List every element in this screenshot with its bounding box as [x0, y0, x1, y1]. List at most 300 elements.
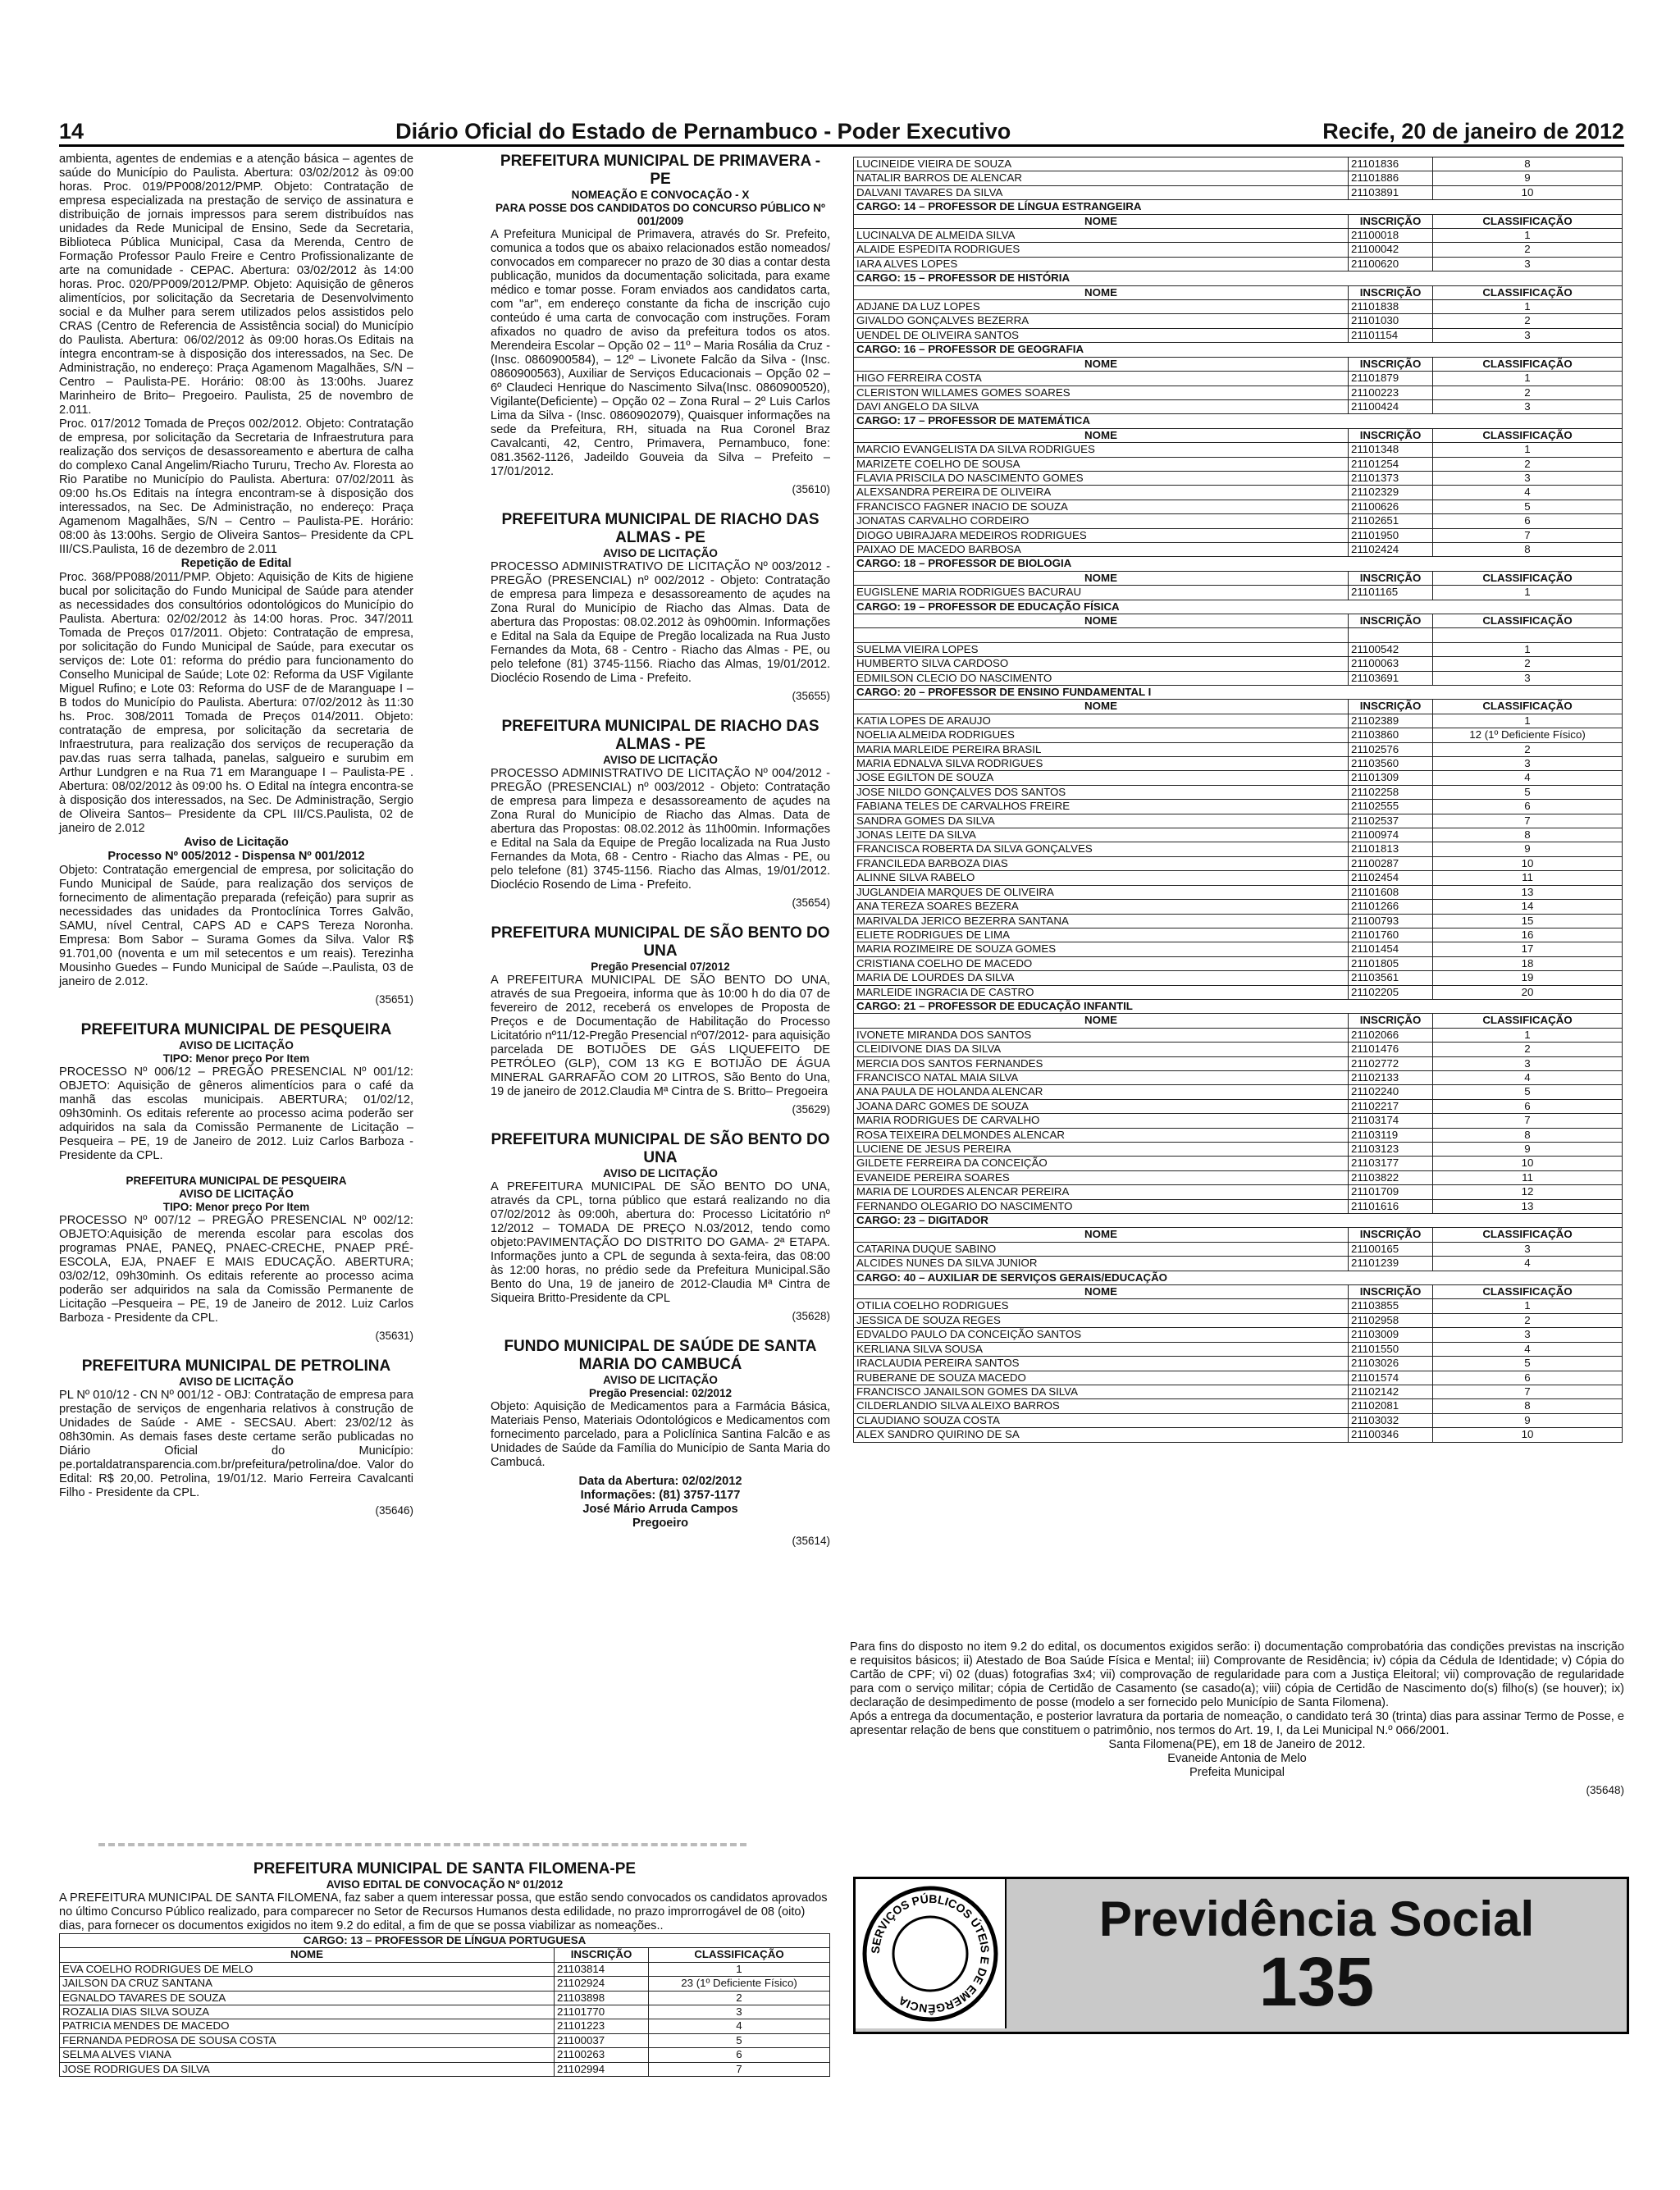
column-header: NOME	[854, 614, 1349, 628]
column-header: NOME	[854, 214, 1349, 228]
registration-number: 21101239	[1349, 1257, 1433, 1271]
candidate-name: IRACLAUDIA PEREIRA SANTOS	[854, 1357, 1349, 1371]
table-row	[854, 842, 1623, 856]
cargo-row	[854, 1214, 1623, 1228]
candidate-name	[854, 628, 1349, 642]
section-title: PREFEITURA MUNICIPAL DE SANTA FILOMENA-PE	[253, 1860, 637, 1877]
classification: 6	[649, 2048, 830, 2062]
registration-number: 21103898	[555, 1991, 649, 2005]
classification: 2	[1433, 1043, 1623, 1056]
section-title: PREFEITURA MUNICIPAL DE PRIMAVERA - PE	[500, 153, 821, 188]
registration-number: 21101616	[1349, 1199, 1433, 1213]
candidate-name: ADJANE DA LUZ LOPES	[854, 300, 1349, 314]
classification: 4	[1433, 1070, 1623, 1084]
table-row	[854, 856, 1623, 870]
candidate-name: MARLEIDE INGRACIA DE CASTRO	[854, 985, 1349, 999]
column-header: INSCRIÇÃO	[1349, 428, 1433, 442]
registration-number: 21101805	[1349, 956, 1433, 970]
classification: 1	[1433, 300, 1623, 314]
classification: 6	[1433, 1371, 1623, 1385]
subheading: Processo Nº 005/2012 - Dispensa Nº 001/2012	[107, 850, 365, 863]
table-row	[60, 2062, 830, 2076]
notice-code: (35655)	[792, 690, 830, 702]
classification: 13	[1433, 1199, 1623, 1213]
column-header: NOME	[854, 428, 1349, 442]
candidate-name: JOSE EGILTON DE SOUZA	[854, 771, 1349, 785]
section-subtitle: AVISO DE LICITAÇÃO	[603, 547, 718, 559]
table-row	[854, 1385, 1623, 1398]
table-row	[854, 1056, 1623, 1070]
previdencia-label	[1007, 1879, 1627, 2032]
opening-date: Data da Abertura: 02/02/2012	[578, 1475, 742, 1488]
column-header: INSCRIÇÃO	[1349, 571, 1433, 585]
registration-number	[1349, 628, 1433, 642]
candidate-name: DAVI ANGELO DA SILVA	[854, 399, 1349, 413]
paragraph: Objeto: Contratação emergencial de empresa, por solicitação do Fundo Municipal de Saúde, para realização dos serviços de fornecimento de alimentação preparada (refeição) para suprir as necessidades das unidades da Prontoclínica Torres Galvão, SAMU, nível Central, CAPS AD e CAPS Tereza Noronha. Empresa: Bom Sabor – Surama Gomes da Silva. Valor R$ 91.701,00 (noventa e um mil setecentos e um reais). Terezinha Mousinho Guedes – Fundo Municipal de Saúde –.Paulista, 03 de janeiro de 2.012.	[59, 864, 413, 988]
table-row	[854, 785, 1623, 799]
classification: 14	[1433, 900, 1623, 914]
classification: 1	[1433, 642, 1623, 656]
cargo-heading: CARGO: 15 – PROFESSOR DE HISTÓRIA	[854, 271, 1623, 285]
candidate-name: ALAIDE ESPEDITA RODRIGUES	[854, 243, 1349, 257]
candidate-name: LUCINEIDE VIEIRA DE SOUZA	[854, 157, 1349, 171]
candidate-name: FRANCISCA ROBERTA DA SILVA GONÇALVES	[854, 842, 1349, 856]
candidate-name: IVONETE MIRANDA DOS SANTOS	[854, 1028, 1349, 1042]
registration-number: 21101709	[1349, 1185, 1433, 1199]
classification: 2	[1433, 657, 1623, 671]
column-1	[59, 153, 413, 1532]
registration-number: 21101309	[1349, 771, 1433, 785]
paragraph: PROCESSO Nº 006/12 – PREGÃO PRESENCIAL Nº 001/12: OBJETO: Aquisição de gêneros alimentícios para o café da manhã das escolas municipais. ABERTURA; 01/02/12, 09h30minh. Os editais referente ao processo acima poderão ser adquiridos na sala da Comissão Permanente de Licitação –Pesqueira – PE, 19 de Janeiro de 2012. Luiz Carlos Barboza - Presidente da CPL.	[59, 1065, 413, 1162]
candidate-name: OTILIA COELHO RODRIGUES	[854, 1299, 1349, 1313]
page-header	[59, 113, 1624, 147]
paragraph: Para fins do disposto no item 9.2 do edital, os documentos exigidos serão: i) documentação comprobatória das condições previstas na inscrição e requisitos básicos; ii) Atestado de Boa Saúde Física e Mental; iii) Comprovante de Residência; iv) cópia da Cédula de Identidade; v) Cópia do Cartão de CPF; vi) 02 (duas) fotografias 3x4; vii) comprovação de regularidade para com a Justiça Eleitoral; vii) comprovação de regularidade para com o serviço militar; cópia de Certidão de Casamento (se casado(a); viii) cópia de Certidão de Nascimento do(s) filho(s) (se houver); ix) declaração de desimpedimento de posse (modelo a ser fornecido pelo Município de Santa Filomena).	[850, 1640, 1624, 1709]
paragraph: PL Nº 010/12 - CN Nº 001/12 - OBJ: Contratação de empresa para prestação de serviços de engenharia relativos à construção de Unidades de Saúde - AME - SECSAU. Abert: 23/02/12 às 08h30min. As demais fases deste certame serão publicadas no Diário Oficial do Município: pe.portaldatransparencia.com.br/prefeitura/petrolina/doe. Valor do Edital: R$ 20,00. Petrolina, 19/01/12. Mario Ferreira Cavalcanti Filho - Presidente da CPL.	[59, 1389, 413, 1499]
table-row	[854, 528, 1623, 542]
emergency-services-seal	[856, 1879, 1007, 2028]
candidate-name: EDMILSON CLECIO DO NASCIMENTO	[854, 671, 1349, 685]
candidate-name: ALEXSANDRA PEREIRA DE OLIVEIRA	[854, 486, 1349, 500]
registration-number: 21102258	[1349, 785, 1433, 799]
classification: 7	[649, 2062, 830, 2076]
candidate-name: JUGLANDEIA MARQUES DE OLIVEIRA	[854, 885, 1349, 899]
registration-number: 21100346	[1349, 1428, 1433, 1442]
registration-number: 21102994	[555, 2062, 649, 2076]
classification: 3	[1433, 471, 1623, 485]
registration-number: 21100620	[1349, 257, 1433, 271]
section-subtitle: Pregão Presencial: 02/2012	[588, 1387, 733, 1399]
table-row	[854, 257, 1623, 271]
table-row	[854, 1143, 1623, 1157]
cargo-heading: CARGO: 19 – PROFESSOR DE EDUCAÇÃO FÍSICA	[854, 600, 1623, 614]
classification: 3	[1433, 1056, 1623, 1070]
bottom-candidates-table	[59, 1933, 830, 2077]
section-subtitle: AVISO DE LICITAÇÃO	[603, 1167, 718, 1179]
cargo-heading: CARGO: 16 – PROFESSOR DE GEOGRAFIA	[854, 343, 1623, 357]
classification: 3	[1433, 1242, 1623, 1256]
column-header: NOME	[854, 357, 1349, 371]
column-header: NOME	[60, 1948, 555, 1962]
column-header: NOME	[854, 700, 1349, 714]
registration-number: 21103560	[1349, 757, 1433, 771]
classification: 9	[1433, 171, 1623, 185]
paragraph: PROCESSO ADMINISTRATIVO DE LICITAÇÃO Nº 003/2012 - PREGÃO (PRESENCIAL) nº 002/2012 - Objeto: Contratação de empresa para limpeza e desassoreamento de açudes na Zona Rural do Município de Riacho das Almas. Data de abertura das Propostas: 08.02.2012 às 09h00min. Informações e Edital na Sala da Equipe de Pregão localizada na Rua Justo Fernandes da Mota, 68 - Centro - Riacho das Almas - PE, ou pelo telefone (81) 3745-1156. Riacho das Almas, 19/01/2012. Dioclécio Rosendo de Lima - Prefeito.	[491, 560, 830, 685]
table-row	[854, 828, 1623, 842]
table-row	[60, 1977, 830, 1991]
classification: 1	[1433, 229, 1623, 243]
candidate-name: JOANA DARC GOMES DE SOUZA	[854, 1099, 1349, 1113]
candidate-name: CATARINA DUQUE SABINO	[854, 1242, 1349, 1256]
paragraph: A Prefeitura Municipal de Primavera, através do Sr. Prefeito, comunica a todos que os abaixo relacionados estão nomeados/ convocados em comparecer no prazo de 30 dias a contar desta publicação, munidos da documentação solicitada, para exame médico e tomar posse. Foram enviados aos candidatos carta, com "ar", em endereço constante da ficha de inscrição cujo conteúdo é uma carta de convocação com instruções. Foram afixados no quadro de aviso da prefeitura todos os atos. Merendeira Escolar – Opção 02 – 11º – Maria Rosália da Cruz - (Insc. 0860900584), – 12º – Livonete Falcão da Silva - (Insc. 0860900563), Auxiliar de Serviços Educacionais – Opção 02 – 6º Claudeci Henrique do Nascimento Silva(Insc. 0860900520), Vigilante(Deficiente) – Opção 02 – Zona Rural – 2º Luis Carlos Lima da Silva - (Insc. 0860902079), Quaisquer informações na sede da Prefeitura, RH, situada na Rua Coronel Braz Cavalcanti, 42, Centro, Primavera, Pernambuco, fone: 081.3562-1126, Jadeildo Gouveia da Silva – Prefeito – 17/01/2012.	[491, 228, 830, 478]
candidate-name: CILDERLANDIO SILVA ALEIXO BARROS	[854, 1399, 1349, 1413]
candidate-name: RUBERANE DE SOUZA MACEDO	[854, 1371, 1349, 1385]
table-row	[60, 1962, 830, 1976]
section-title: PREFEITURA MUNICIPAL DE SÃO BENTO DO UNA	[491, 924, 830, 960]
column-header: NOME	[854, 571, 1349, 585]
column-header: INSCRIÇÃO	[1349, 357, 1433, 371]
table-row	[854, 1299, 1623, 1313]
candidate-name: MARIA ROZIMEIRE DE SOUZA GOMES	[854, 942, 1349, 956]
table-row	[854, 399, 1623, 413]
classification: 3	[1433, 671, 1623, 685]
notice-code: (35610)	[792, 483, 830, 495]
section-subtitle: NOMEAÇÃO E CONVOCAÇÃO - X	[571, 189, 750, 201]
notice-code: (35651)	[375, 993, 413, 1006]
paragraph: A PREFEITURA MUNICIPAL DE SANTA FILOMENA, faz saber a quem interessar possa, que estão sendo convocados os candidatos aprovados no último Concurso Público realizado, para comparecer no Setor de Recursos Humanos desta edilidade, no prazo improrrogável de 08 (oito) dias, para fornecer os documentos exigidos no item 9.2 do edital, a fim de que se possa viabilizar as nomeações..	[59, 1891, 828, 1932]
registration-number: 21103174	[1349, 1114, 1433, 1128]
candidate-name: FRANCISCO NATAL MAIA SILVA	[854, 1070, 1349, 1084]
paragraph: PROCESSO ADMINISTRATIVO DE LICITAÇÃO Nº 004/2012 - PREGÃO (PRESENCIAL) nº 003/2012 - Objeto: Contratação de empresa para limpeza e desassoreamento de açudes na Zona Rural do Município de Riacho das Almas. Data de abertura das Propostas: 08.02.2012 às 11h00min. Informações e Edital na Sala da Equipe de Pregão localizada na Rua Justo Fernandes da Mota, 68 - Centro - Riacho das Almas - PE, ou pelo telefone (81) 3745-1156. Riacho das Almas, 19/01/2012. Dioclécio Rosendo de Lima - Prefeito.	[491, 767, 830, 892]
candidate-name: MARIZETE COELHO DE SOUSA	[854, 457, 1349, 471]
candidate-name: ALINNE SILVA RABELO	[854, 871, 1349, 885]
header-row	[854, 285, 1623, 299]
requirements-text	[850, 1640, 1624, 1812]
column-header: CLASSIFICAÇÃO	[1433, 700, 1623, 714]
cargo-row	[854, 686, 1623, 700]
table-row	[854, 642, 1623, 656]
candidate-name: FABIANA TELES DE CARVALHOS FREIRE	[854, 800, 1349, 814]
column-header: CLASSIFICAÇÃO	[1433, 357, 1623, 371]
table-row	[854, 328, 1623, 342]
candidate-name: ANA PAULA DE HOLANDA ALENCAR	[854, 1085, 1349, 1099]
section-title: PREFEITURA MUNICIPAL DE RIACHO DAS ALMAS - PE	[501, 718, 819, 753]
table-row	[854, 800, 1623, 814]
table-row	[854, 1043, 1623, 1056]
candidate-name: JAILSON DA CRUZ SANTANA	[60, 1977, 555, 1991]
cargo-row	[854, 271, 1623, 285]
candidate-name: NATALIR BARROS DE ALENCAR	[854, 171, 1349, 185]
candidate-name: JOSE RODRIGUES DA SILVA	[60, 2062, 555, 2076]
candidate-name: UENDEL DE OLIVEIRA SANTOS	[854, 328, 1349, 342]
table-row	[60, 2033, 830, 2047]
table-row	[854, 1070, 1623, 1084]
classification: 19	[1433, 971, 1623, 985]
candidate-name: NOELIA ALMEIDA RODRIGUES	[854, 728, 1349, 742]
newspaper-title: Diário Oficial do Estado de Pernambuco - Poder Executivo	[395, 119, 1011, 144]
registration-number: 21101154	[1349, 328, 1433, 342]
registration-number: 21102576	[1349, 742, 1433, 756]
table-row	[854, 714, 1623, 728]
registration-number: 21100018	[1349, 229, 1433, 243]
registration-number: 21101879	[1349, 372, 1433, 386]
registration-number: 21101348	[1349, 443, 1433, 457]
paragraph: Proc. 368/PP088/2011/PMP. Objeto: Aquisição de Kits de higiene bucal por solicitação do Fundo Municipal de Saúde para atender as necessidades dos consultórios odontológicos do Município do Paulista. Abertura: 02/02/2012 às 14:00 horas. Proc. 347/2011 Tomada de Preços 017/2011. Objeto: Contratação de empresa, por solicitação do Fundo Municipal de Saúde, para executar os serviços de: Lote 01: reforma do prédio para funcionamento do Conselho Municipal de Saúde; Lote 02: Reforma da USF Vigilante Miguel Rufino; e Lote 03: Reforma do USF de de Maranguape I – B todos do Município do Paulista. Abertura: 07/02/2012 às 11:30 hs. Proc. 308/2011 Tomada de Preços 014/2011. Objeto: contratação de empresa, por solicitação da secretaria de Infraestrutura, para realização dos serviços de recuperação da pav.das ruas serra talhada, panelas, salgueiro e surubim em Arthur Lundgren e na Rua 71 em Maranguape I – Paulista-PE . Abertura: 08/02/2012 às 09:00 hs. O Edital na íntegra encontra-se à disposição dos interessados, na Sec. De Administração, Sergio de Oliveira Santos– Presidente da CPL III/CS.Paulista, 02 de janeiro de 2.012	[59, 571, 413, 835]
signing-date: Santa Filomena(PE), em 18 de Janeiro de 2012.	[1108, 1738, 1366, 1751]
table-row	[854, 443, 1623, 457]
column-header: NOME	[854, 285, 1349, 299]
paragraph: Proc. 017/2012 Tomada de Preços 002/2012. Objeto: Contratação de empresa, por solicitação da Secretaria de Infraestrutura para realização dos serviços de desassoreamento e abertura de calha do complexo Canal Angelim/Riacho Tururu, Trecho Av. Floresta ao Rio Paratibe no Município do Paulista. Abertura: 07/02/2011 às 09:00 hs.Os Editais na íntegra encontram-se à disposição dos interessados, na Sec. De Administração, no endereço: Praça Agamenom Magalhães, S/N – Centro – Paulista-PE. Horário: 08:00 às 13:00hs. Sergio de Oliveira Santos– Presidente da CPL III/CS.Paulista, 16 de dezembro de 2.011	[59, 417, 413, 556]
registration-number: 21101836	[1349, 157, 1433, 171]
candidate-name: CRISTIANA COELHO DE MACEDO	[854, 956, 1349, 970]
section-title: PREFEITURA MUNICIPAL DE PESQUEIRA	[80, 1021, 392, 1038]
candidate-name: LUCIENE DE JESUS PEREIRA	[854, 1143, 1349, 1157]
classification: 16	[1433, 928, 1623, 942]
previdencia-title: Previdência Social	[1098, 1891, 1535, 1946]
contact-info: Informações: (81) 3757-1177	[580, 1489, 741, 1502]
classification: 7	[1433, 528, 1623, 542]
candidate-name: ALEX SANDRO QUIRINO DE SA	[854, 1428, 1349, 1442]
table-row	[854, 1342, 1623, 1356]
candidate-name: SANDRA GOMES DA SILVA	[854, 814, 1349, 828]
registration-number: 21100793	[1349, 914, 1433, 928]
column-header: NOME	[854, 1014, 1349, 1028]
table-row	[854, 1257, 1623, 1271]
section-title: PREFEITURA MUNICIPAL DE SÃO BENTO DO UNA	[491, 1131, 830, 1166]
candidate-name: ELIETE RODRIGUES DE LIMA	[854, 928, 1349, 942]
candidate-name: HUMBERTO SILVA CARDOSO	[854, 657, 1349, 671]
candidate-name: FERNANDA PEDROSA DE SOUSA COSTA	[60, 2033, 555, 2047]
section-subtitle: TIPO: Menor preço Por Item	[162, 1052, 310, 1065]
table-row	[854, 1371, 1623, 1385]
cargo-heading: CARGO: 13 – PROFESSOR DE LÍNGUA PORTUGUESA	[60, 1934, 830, 1948]
column-header: CLASSIFICAÇÃO	[1433, 214, 1623, 228]
table-row	[854, 229, 1623, 243]
candidate-name: JOSE NILDO GONÇALVES DOS SANTOS	[854, 785, 1349, 799]
registration-number: 21100042	[1349, 243, 1433, 257]
column-header: CLASSIFICAÇÃO	[1433, 614, 1623, 628]
classification: 1	[1433, 1299, 1623, 1313]
seal-text: SERVIÇOS PÚBLICOS ÚTEIS E DE EMERGÊNCIA	[868, 1891, 993, 2016]
filomena-notice	[59, 1860, 830, 1933]
table-row	[60, 2048, 830, 2062]
column-header: INSCRIÇÃO	[1349, 214, 1433, 228]
candidate-name: DALVANI TAVARES DA SILVA	[854, 185, 1349, 199]
classification: 17	[1433, 942, 1623, 956]
table-row	[854, 914, 1623, 928]
registration-number: 21101373	[1349, 471, 1433, 485]
candidate-name: JESSICA DE SOUZA REGES	[854, 1313, 1349, 1327]
registration-number: 21102142	[1349, 1385, 1433, 1398]
classification: 15	[1433, 914, 1623, 928]
table-row	[854, 157, 1623, 171]
column-header: CLASSIFICAÇÃO	[1433, 1014, 1623, 1028]
registration-number: 21100263	[555, 2048, 649, 2062]
registration-number: 21102772	[1349, 1056, 1433, 1070]
cargo-heading: CARGO: 20 – PROFESSOR DE ENSINO FUNDAMENTAL I	[854, 686, 1623, 700]
table-row	[60, 2005, 830, 2019]
classification	[1433, 628, 1623, 642]
candidate-name: MARCIO EVANGELISTA DA SILVA RODRIGUES	[854, 443, 1349, 457]
registration-number: 21100223	[1349, 386, 1433, 399]
classification: 8	[1433, 1399, 1623, 1413]
classification: 12	[1433, 1185, 1623, 1199]
classification: 11	[1433, 1170, 1623, 1184]
section-title: PREFEITURA MUNICIPAL DE RIACHO DAS ALMAS - PE	[501, 511, 819, 546]
table-row	[854, 372, 1623, 386]
classification: 7	[1433, 814, 1623, 828]
column-header: CLASSIFICAÇÃO	[1433, 571, 1623, 585]
notice-code: (35629)	[792, 1103, 830, 1116]
section-subtitle: AVISO EDITAL DE CONVOCAÇÃO Nº 01/2012	[326, 1878, 564, 1891]
classification: 6	[1433, 800, 1623, 814]
signer-role: Prefeita Municipal	[1189, 1766, 1285, 1779]
paragraph: Após a entrega da documentação, e posterior lavratura da portaria de nomeação, o candidato terá 30 (trinta) dias para assinar Termo de Posse, e apresentar relação de bens que constituem o patrimônio, nos termos do Art. 19, I, da Lei Municipal N.º 066/2001.	[850, 1710, 1624, 1737]
registration-number: 21102066	[1349, 1028, 1433, 1042]
registration-number: 21101770	[555, 2005, 649, 2019]
table-row	[854, 1413, 1623, 1427]
table-row	[854, 1428, 1623, 1442]
registration-number: 21101886	[1349, 171, 1433, 185]
table-row	[854, 300, 1623, 314]
registration-number: 21103822	[1349, 1170, 1433, 1184]
classification: 8	[1433, 157, 1623, 171]
table-row	[854, 1114, 1623, 1128]
signer-name: Evaneide Antonia de Melo	[1167, 1752, 1307, 1765]
classification: 2	[1433, 386, 1623, 399]
section-subtitle: PARA POSSE DOS CANDIDATOS DO CONCURSO PÚBLICO Nº 001/2009	[495, 202, 825, 227]
candidate-name: CLEIDIVONE DIAS DA SILVA	[854, 1043, 1349, 1056]
section-subtitle: AVISO DE LICITAÇÃO	[603, 754, 718, 766]
registration-number: 21103891	[1349, 185, 1433, 199]
classification: 10	[1433, 185, 1623, 199]
table-row	[854, 471, 1623, 485]
classification: 2	[1433, 457, 1623, 471]
cargo-row	[854, 343, 1623, 357]
candidate-name: PATRICIA MENDES DE MACEDO	[60, 2019, 555, 2033]
classification: 8	[1433, 828, 1623, 842]
table-row	[854, 1170, 1623, 1184]
registration-number: 21103860	[1349, 728, 1433, 742]
candidate-name: CLAUDIANO SOUZA COSTA	[854, 1413, 1349, 1427]
section-title: FUNDO MUNICIPAL DE SAÚDE DE SANTA MARIA DO CAMBUCÁ	[504, 1338, 817, 1373]
column-header: INSCRIÇÃO	[1349, 700, 1433, 714]
candidate-name: ROSA TEIXEIRA DELMONDES ALENCAR	[854, 1128, 1349, 1142]
table-row	[854, 1399, 1623, 1413]
signer-name: José Mário Arruda Campos	[582, 1503, 738, 1516]
registration-number: 21102555	[1349, 800, 1433, 814]
classification: 1	[1433, 1028, 1623, 1042]
column-header: CLASSIFICAÇÃO	[649, 1948, 830, 1962]
classification: 20	[1433, 985, 1623, 999]
registration-number: 21100063	[1349, 657, 1433, 671]
classification: 3	[1433, 328, 1623, 342]
cargo-heading: CARGO: 23 – DIGITADOR	[854, 1214, 1623, 1228]
classification: 10	[1433, 1157, 1623, 1170]
registration-number: 21100037	[555, 2033, 649, 2047]
candidate-name: EVA COELHO RODRIGUES DE MELO	[60, 1962, 555, 1976]
candidate-name: CLERISTON WILLAMES GOMES SOARES	[854, 386, 1349, 399]
subheading: Aviso de Licitação	[184, 836, 289, 849]
candidate-name: EVANEIDE PEREIRA SOARES	[854, 1170, 1349, 1184]
cargo-heading: CARGO: 17 – PROFESSOR DE MATEMÁTICA	[854, 414, 1623, 428]
candidate-name: GIVALDO GONÇALVES BEZERRA	[854, 314, 1349, 328]
candidate-name: IARA ALVES LOPES	[854, 257, 1349, 271]
cargo-heading: CARGO: 21 – PROFESSOR DE EDUCAÇÃO INFANTIL	[854, 999, 1623, 1013]
classification: 3	[1433, 399, 1623, 413]
column-header: CLASSIFICAÇÃO	[1433, 285, 1623, 299]
notice-code: (35631)	[375, 1330, 413, 1342]
registration-number: 21103561	[1349, 971, 1433, 985]
section-subtitle: AVISO DE LICITAÇÃO	[603, 1374, 718, 1386]
column-header: CLASSIFICAÇÃO	[1433, 428, 1623, 442]
registration-number: 21101838	[1349, 300, 1433, 314]
classification: 2	[1433, 243, 1623, 257]
candidate-name: MARIA RODRIGUES DE CARVALHO	[854, 1114, 1349, 1128]
notice-code: (35646)	[375, 1504, 413, 1517]
table-row	[854, 185, 1623, 199]
cargo-heading: CARGO: 18 – PROFESSOR DE BIOLOGIA	[854, 557, 1623, 571]
registration-number: 21102133	[1349, 1070, 1433, 1084]
section-subtitle: Pregão Presencial 07/2012	[591, 960, 730, 973]
table-row	[854, 728, 1623, 742]
column-header: INSCRIÇÃO	[1349, 285, 1433, 299]
table-row	[854, 1199, 1623, 1213]
classification: 11	[1433, 871, 1623, 885]
classification: 2	[649, 1991, 830, 2005]
column-header: INSCRIÇÃO	[555, 1948, 649, 1962]
candidate-name: JONATAS CARVALHO CORDEIRO	[854, 514, 1349, 528]
classification: 1	[1433, 714, 1623, 728]
table-row	[854, 457, 1623, 471]
paragraph: Objeto: Aquisição de Medicamentos para a Farmácia Básica, Materiais Penso, Materiais Odontológicos e Medicamentos com fornecimento parcelado, para a Policlínica Santina Falcão e as Unidades de Saúde da Família do Município de Santa Maria do Cambucá.	[491, 1400, 830, 1469]
notice-code: (35648)	[1586, 1784, 1624, 1796]
table-row	[854, 871, 1623, 885]
table-row	[854, 628, 1623, 642]
publication-date: Recife, 20 de janeiro de 2012	[1322, 119, 1624, 144]
column-header: NOME	[854, 1285, 1349, 1299]
candidate-name: LUCINALVA DE ALMEIDA SILVA	[854, 229, 1349, 243]
registration-number: 21103009	[1349, 1328, 1433, 1342]
classification: 8	[1433, 1128, 1623, 1142]
header-row	[854, 1014, 1623, 1028]
registration-number: 21103691	[1349, 671, 1433, 685]
seal-icon	[861, 1884, 1000, 2023]
classification: 2	[1433, 314, 1623, 328]
registration-number: 21101574	[1349, 1371, 1433, 1385]
cargo-heading: CARGO: 14 – PROFESSOR DE LÍNGUA ESTRANGEIRA	[854, 200, 1623, 214]
table-row	[854, 942, 1623, 956]
registration-number: 21100974	[1349, 828, 1433, 842]
header-row	[854, 214, 1623, 228]
table-row	[854, 1357, 1623, 1371]
header-row	[854, 357, 1623, 371]
column-header: INSCRIÇÃO	[1349, 614, 1433, 628]
classification: 6	[1433, 1099, 1623, 1113]
candidate-name: MARIA DE LOURDES ALENCAR PEREIRA	[854, 1185, 1349, 1199]
candidate-name: GILDETE FERREIRA DA CONCEIÇÃO	[854, 1157, 1349, 1170]
header-row	[854, 700, 1623, 714]
registration-number: 21101476	[1349, 1043, 1433, 1056]
candidate-name: ALCIDES NUNES DA SILVA JUNIOR	[854, 1257, 1349, 1271]
classification: 7	[1433, 1114, 1623, 1128]
table-row	[60, 1991, 830, 2005]
section-subtitle: TIPO: Menor preço Por Item	[162, 1201, 310, 1213]
candidate-name: MERCIA DOS SANTOS FERNANDES	[854, 1056, 1349, 1070]
classification: 13	[1433, 885, 1623, 899]
registration-number: 21102329	[1349, 486, 1433, 500]
candidate-name: MARIVALDA JERICO BEZERRA SANTANA	[854, 914, 1349, 928]
table-row	[854, 1185, 1623, 1199]
